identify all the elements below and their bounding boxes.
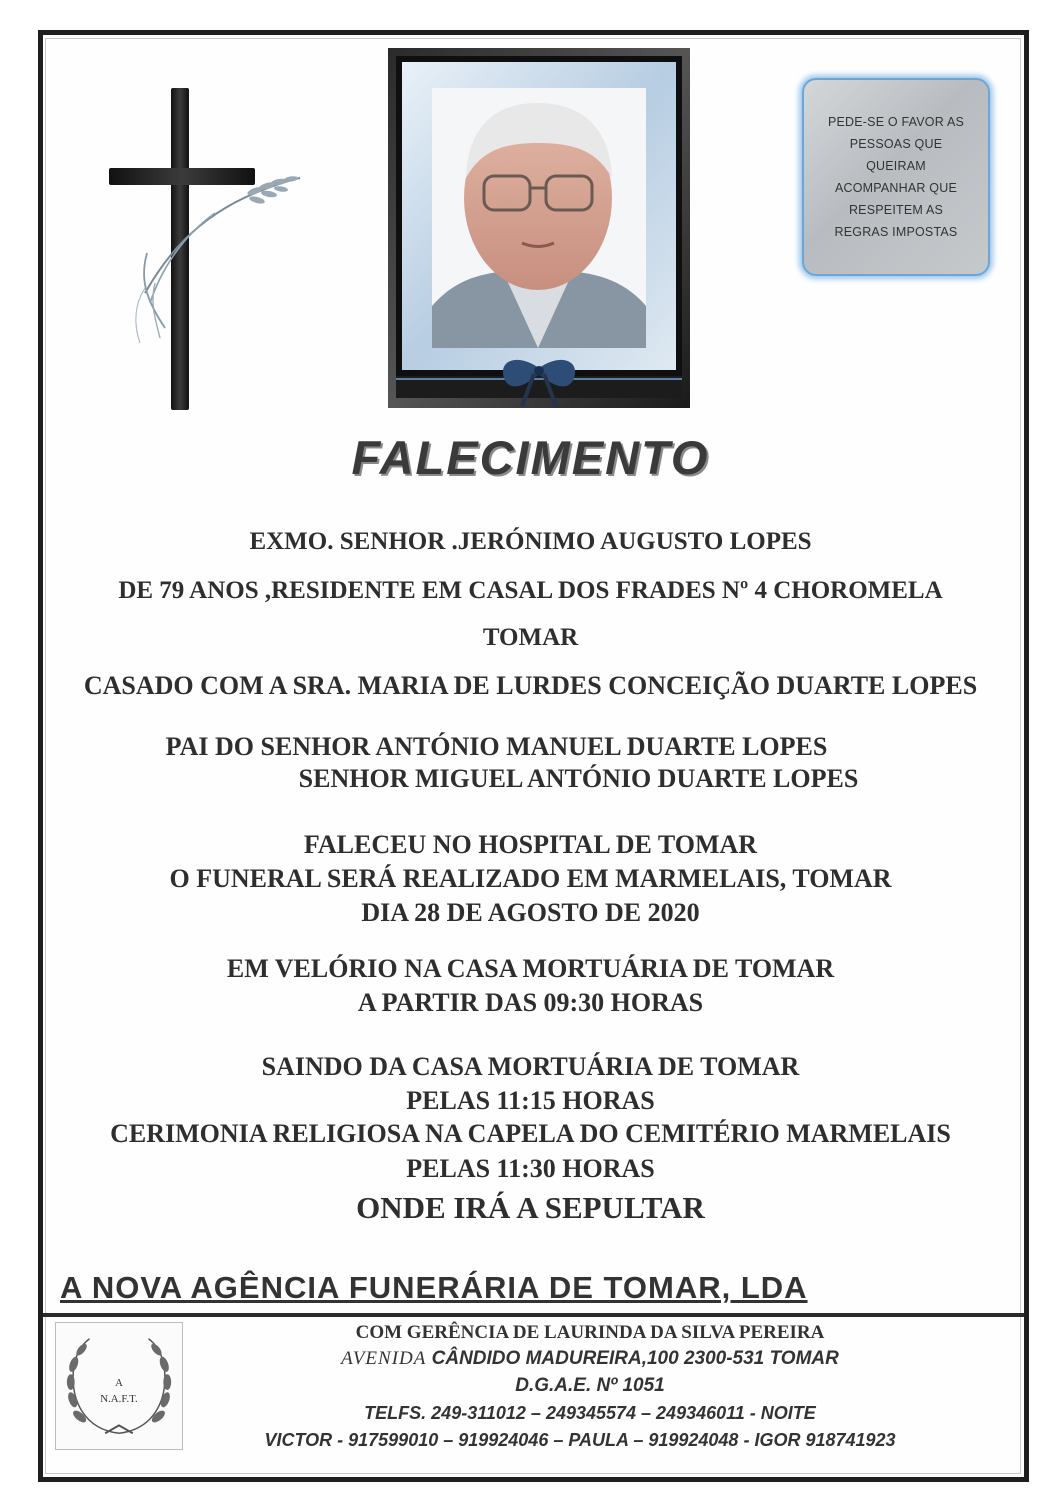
notice-line: ACOMPANHAR QUE [834,181,957,195]
deceased-portrait [388,48,690,408]
departure-time-line: PELAS 11:15 HORAS [406,1086,655,1115]
death-place-line: FALECEU NO HOSPITAL DE TOMAR [303,830,758,859]
funeral-date-line: DIA 28 DE AGOSTO DE 2020 [361,898,700,927]
notice-line: PESSOAS QUE [849,137,943,151]
ceremony-line: CERIMONIA RELIGIOSA NA CAPELA DO CEMITÉRIO MARMELAIS [110,1119,951,1148]
age-residence-line: DE 79 ANOS ,RESIDENTE EM CASAL DOS FRADES Nº 4 CHOROMELA [118,577,943,604]
notice-line: QUEIRAM [866,159,926,173]
address-text: CÂNDIDO MADUREIRA,100 2300-531 TOMAR [431,1348,839,1369]
logo-text-line2: N.A.F.T. [100,1392,138,1405]
notice-text [828,111,964,243]
ceremony-time-line: PELAS 11:30 HORAS [406,1154,655,1183]
page-title: FALECIMENTO [351,431,710,484]
children-line-2: SENHOR MIGUEL ANTÓNIO DUARTE LOPES [298,764,859,793]
notice-line: REGRAS IMPOSTAS [834,225,958,239]
notice-box [802,78,990,276]
cross-with-wheat-icon [105,88,305,418]
wake-time-line: A PARTIR DAS 09:30 HORAS [357,988,704,1017]
address-line [180,1348,1000,1370]
notice-line: PEDE-SE O FAVOR AS [827,115,965,129]
deceased-name-line: EXMO. SENHOR .JERÓNIMO AUGUSTO LOPES [249,528,812,555]
burial-line: ONDE IRÁ A SEPULTAR [356,1190,705,1225]
children-line-1: PAI DO SENHOR ANTÓNIO MANUEL DUARTE LOPES [165,732,828,761]
logo-text-line1: A [115,1377,123,1389]
departure-line: SAINDO DA CASA MORTUÁRIA DE TOMAR [261,1052,800,1081]
spouse-line: CASADO COM A SRA. MARIA DE LURDES CONCEIÇÃO DUARTE LOPES [83,671,978,700]
phones-line: TELFS. 249-311012 – 249345574 – 249346011 - NOITE [364,1403,816,1423]
management-line: COM GERÊNCIA DE LAURINDA DA SILVA PEREIRA [355,1322,825,1343]
dgae-line: D.G.A.E. Nº 1051 [515,1375,665,1396]
contacts-line: VICTOR - 917599010 – 919924046 – PAULA – 919924048 - IGOR 918741923 [264,1430,896,1450]
footer-divider [43,1313,1024,1317]
agency-logo-laurel-icon [55,1322,183,1450]
notice-line: RESPEITEM AS [848,203,944,217]
town-line: TOMAR [482,624,579,651]
wake-place-line: EM VELÓRIO NA CASA MORTUÁRIA DE TOMAR [226,954,835,983]
agency-name: A NOVA AGÊNCIA FUNERÁRIA DE TOMAR, LDA [60,1270,808,1305]
funeral-place-line: O FUNERAL SERÁ REALIZADO EM MARMELAIS, TOMAR [169,864,892,893]
address-prefix: AVENIDA [341,1348,427,1369]
